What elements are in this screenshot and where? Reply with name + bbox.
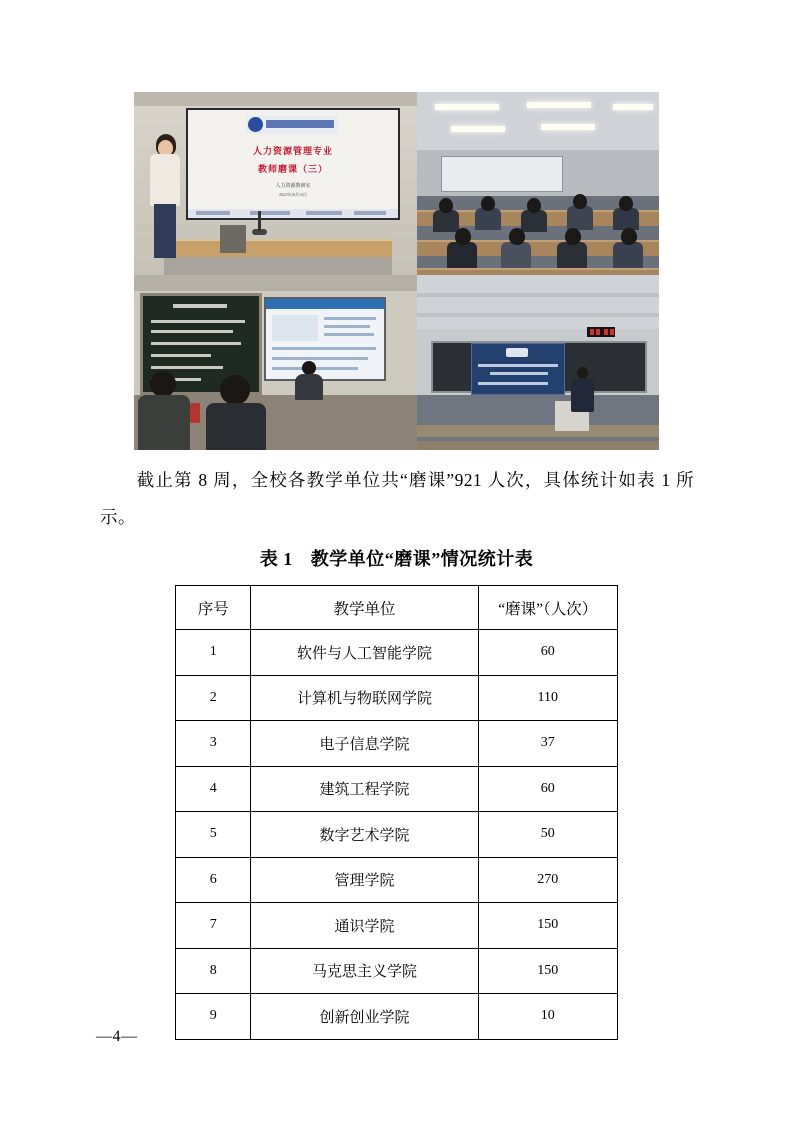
photo3-chalk-heading [173, 304, 227, 308]
cell-no: 8 [176, 948, 251, 994]
photo2-ceiling-lamp [527, 102, 591, 108]
photo2-student-torso [433, 210, 459, 232]
cell-no: 1 [176, 630, 251, 676]
cell-unit: 通识学院 [251, 903, 478, 949]
photo2-student-head [509, 228, 525, 245]
cell-unit: 创新创业学院 [251, 994, 478, 1040]
photo1-microphone [258, 211, 261, 231]
photo1-presenter-top [150, 154, 180, 206]
photo4-clock-digit [590, 329, 594, 335]
photo4-teacher-body [571, 378, 594, 412]
photo2-ceiling-lamp [613, 104, 653, 110]
photo1-slide-subtitle: 人力资源教研室 [275, 184, 311, 189]
cell-unit: 数字艺术学院 [251, 812, 478, 858]
photo1-slide-title-line2: 教师磨课（三） [257, 164, 328, 174]
cell-no: 6 [176, 857, 251, 903]
photo2-student-torso [613, 242, 643, 268]
photo3-attendee-head [150, 371, 176, 397]
cell-no: 5 [176, 812, 251, 858]
table-head [176, 586, 618, 630]
photo2-student-head [619, 196, 633, 211]
table-row [176, 630, 618, 676]
photo-collage [134, 92, 659, 450]
cell-unit: 软件与人工智能学院 [251, 630, 478, 676]
photo4-desk-row [417, 441, 659, 450]
photo1-podium [220, 225, 246, 253]
table-row [176, 857, 618, 903]
photo1-slide-date: 2022年10月12日 [279, 192, 307, 197]
table-row [176, 903, 618, 949]
photo2-student-head [573, 194, 587, 209]
photo3-ceiling [134, 275, 417, 291]
photo4-digital-clock [587, 327, 615, 337]
photo1-presenter-legs [154, 204, 176, 258]
cell-unit: 计算机与物联网学院 [251, 675, 478, 721]
cell-value: 150 [478, 903, 617, 949]
table-row [176, 675, 618, 721]
photo1-desk-front [164, 257, 392, 275]
table-caption-label: 表 1 [259, 549, 293, 569]
paragraph-text: 截止第 8 周，全校各教学单位共“磨课”921 人次，具体统计如表 1 所示。 [100, 470, 694, 527]
photo4-ceiling-beam [417, 313, 659, 317]
photo2-ceiling-lamp [541, 124, 595, 130]
photo1-footer-seg [354, 211, 386, 215]
cell-value: 37 [478, 721, 617, 767]
photo3-chalk-line [151, 366, 223, 369]
photo-lecture-hall-projection [417, 275, 659, 450]
photo4-desk-row [417, 425, 659, 437]
cell-no: 7 [176, 903, 251, 949]
photo1-projection-screen [186, 108, 400, 220]
header-cell-unit: 教学单位 [251, 586, 478, 630]
photo1-logo-text [266, 120, 334, 128]
photo1-slide-title-line1: 人力资源管理专业 [252, 146, 333, 156]
photo3-speaker-body [295, 374, 323, 400]
photo4-projected-slide [471, 343, 565, 395]
cell-no: 2 [176, 675, 251, 721]
photo2-student-torso [567, 206, 593, 230]
photo2-student-head [439, 198, 453, 213]
photo2-student-torso [521, 210, 547, 232]
photo3-screen-panel [272, 315, 318, 341]
photo-blackboard-discussion [134, 275, 417, 450]
photo1-logo-mark [248, 117, 263, 132]
photo3-projection-screen [264, 297, 386, 381]
table-row [176, 721, 618, 767]
photo3-speaker-head [302, 361, 316, 375]
photo2-desk-row [417, 268, 659, 275]
photo2-student-torso [613, 208, 639, 230]
photo2-ceiling [417, 92, 659, 150]
table-row [176, 766, 618, 812]
photo3-attendee-body [138, 395, 190, 450]
photo1-university-logo [246, 116, 338, 134]
photo3-screen-line [324, 333, 374, 336]
body-paragraph [100, 462, 694, 536]
cell-value: 60 [478, 630, 617, 676]
photo3-attendee-head [220, 375, 250, 405]
table-caption [0, 545, 793, 571]
photo1-ceiling [134, 92, 417, 106]
photo-presenter-with-slide [134, 92, 417, 275]
photo4-slide-logo [506, 348, 528, 357]
cell-value: 60 [478, 766, 617, 812]
cell-value: 150 [478, 948, 617, 994]
photo3-screen-line [324, 325, 370, 328]
photo3-screen-line [272, 347, 376, 350]
photo4-slide-sub-line [490, 372, 548, 375]
photo3-screen-line [272, 357, 368, 360]
photo4-clock-digit [596, 329, 600, 335]
table-caption-text: 教学单位“磨课”情况统计表 [310, 549, 534, 569]
photo2-student-torso [447, 242, 477, 268]
statistics-table [175, 585, 618, 1040]
photo3-screen-line [324, 317, 376, 320]
photo2-student-torso [475, 208, 501, 230]
photo2-student-head [527, 198, 541, 213]
photo1-desk-top [164, 239, 392, 257]
photo2-student-head [481, 196, 495, 211]
photo3-chalk-line [151, 354, 211, 357]
table-row [176, 948, 618, 994]
photo2-student-head [565, 228, 581, 245]
table-body [176, 630, 618, 1040]
cell-no: 4 [176, 766, 251, 812]
photo4-ceiling [417, 275, 659, 329]
photo2-student-torso [557, 242, 587, 268]
photo3-chalk-line [151, 320, 245, 323]
cell-unit: 电子信息学院 [251, 721, 478, 767]
photo4-clock-digit [604, 329, 608, 335]
photo4-slide-line [478, 382, 548, 385]
page-number: —4— [96, 1028, 138, 1045]
photo3-screen-titlebar [266, 299, 384, 309]
photo2-ceiling-lamp [451, 126, 505, 132]
cell-unit: 建筑工程学院 [251, 766, 478, 812]
photo2-whiteboard [441, 156, 563, 192]
photo2-student-torso [501, 242, 531, 268]
photo1-footer-seg [306, 211, 342, 215]
photo4-slide-title-line [478, 364, 558, 367]
cell-value: 270 [478, 857, 617, 903]
photo3-red-cup [190, 403, 200, 423]
photo2-student-head [455, 228, 471, 245]
cell-unit: 管理学院 [251, 857, 478, 903]
cell-unit: 马克思主义学院 [251, 948, 478, 994]
table-row [176, 994, 618, 1040]
header-cell-no: 序号 [176, 586, 251, 630]
photo2-ceiling-lamp [435, 104, 499, 110]
cell-no: 3 [176, 721, 251, 767]
photo-classroom-audience [417, 92, 659, 275]
photo3-attendee-body [206, 403, 266, 450]
cell-no: 9 [176, 994, 251, 1040]
photo1-footer-seg [250, 211, 290, 215]
photo3-chalk-line [151, 342, 241, 345]
photo4-clock-digit [610, 329, 614, 335]
photo3-chalk-line [151, 330, 233, 333]
header-cell-value: “磨课”（人次） [478, 586, 617, 630]
photo4-ceiling-beam [417, 293, 659, 297]
table-header-row [176, 586, 618, 630]
table-row [176, 812, 618, 858]
cell-value: 50 [478, 812, 617, 858]
cell-value: 110 [478, 675, 617, 721]
photo1-slide-footer-bar [188, 209, 398, 218]
photo2-student-head [621, 228, 637, 245]
cell-value: 10 [478, 994, 617, 1040]
photo1-footer-seg [196, 211, 230, 215]
